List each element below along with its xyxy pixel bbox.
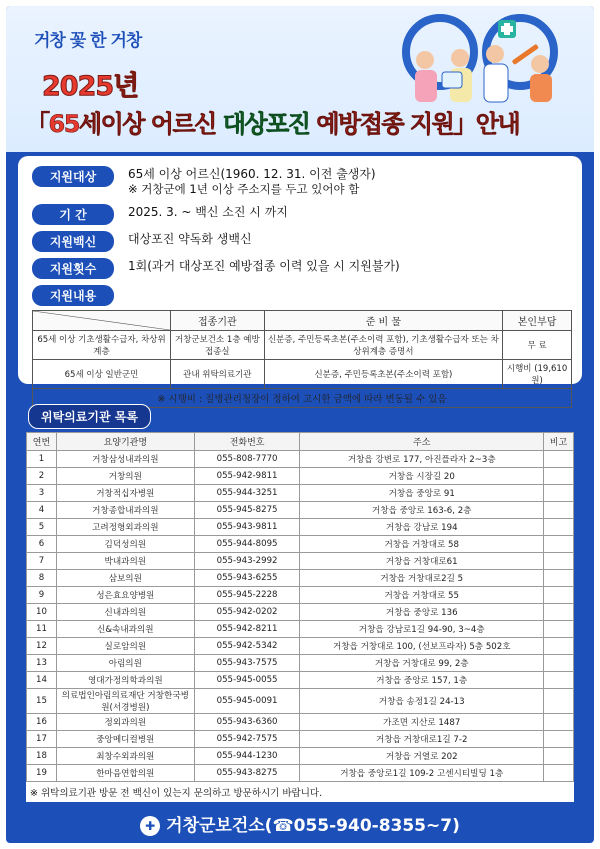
row-remarks (543, 570, 573, 587)
row-phone: 055-808-7770 (194, 451, 300, 468)
info-row-target (32, 166, 568, 198)
row-no: 5 (27, 519, 57, 536)
row-name: 고려정형외과의원 (56, 519, 194, 536)
col-header-phone: 전화번호 (194, 433, 300, 451)
row-no: 8 (27, 570, 57, 587)
row-no: 3 (27, 485, 57, 502)
coverage-col-header: 본인부담 (503, 310, 572, 330)
coverage-row (33, 359, 572, 388)
table-row (27, 451, 574, 468)
row-name: 한마음연합의원 (56, 765, 194, 782)
col-header-remarks: 비고 (543, 433, 573, 451)
row-phone: 055-944-1230 (194, 748, 300, 765)
table-row (27, 638, 574, 655)
row-address: 거창읍 거창대로1길 7-2 (300, 731, 544, 748)
row-phone: 055-945-2228 (194, 587, 300, 604)
table-row (27, 655, 574, 672)
row-address: 거창읍 중앙로 136 (300, 604, 544, 621)
row-phone: 055-944-8095 (194, 536, 300, 553)
info-label: 기 간 (32, 204, 114, 225)
row-remarks (543, 536, 573, 553)
row-remarks (543, 638, 573, 655)
info-value: 대상포진 약독화 생백신 (128, 231, 252, 246)
info-value: 1회(과거 대상포진 예방접종 이력 있을 시 지원불가) (128, 258, 400, 273)
table-row (27, 748, 574, 765)
coverage-org: 관내 위탁의료기관 (171, 359, 265, 388)
row-remarks (543, 451, 573, 468)
row-remarks (543, 485, 573, 502)
row-phone: 055-942-9811 (194, 468, 300, 485)
row-no: 7 (27, 553, 57, 570)
page-title: 「65세이상 어르신 대상포진 예방접종 지원」안내 (26, 110, 520, 138)
table-row (27, 502, 574, 519)
diagonal-header-cell (33, 310, 171, 330)
info-subnote: ※ 거창군에 1년 이상 주소지를 두고 있어야 함 (128, 182, 360, 197)
row-name: 거창삼성내과의원 (56, 451, 194, 468)
info-label: 지원내용 (32, 285, 114, 306)
row-address: 거창읍 중앙로 91 (300, 485, 544, 502)
header (6, 6, 594, 152)
info-row-vaccine (32, 231, 568, 252)
row-remarks (543, 502, 573, 519)
institutions-table (26, 432, 574, 782)
row-address: 거창읍 거창대로61 (300, 553, 544, 570)
row-name: 성은효요양병원 (56, 587, 194, 604)
row-no: 10 (27, 604, 57, 621)
coverage-cost: 시행비 (19,610원) (503, 359, 572, 388)
row-phone: 055-942-7575 (194, 731, 300, 748)
year-title: 2025년 (42, 71, 139, 102)
row-remarks (543, 587, 573, 604)
row-name: 거창적십자병원 (56, 485, 194, 502)
row-address: 거창읍 거창대로2길 5 (300, 570, 544, 587)
row-no: 16 (27, 714, 57, 731)
table-row (27, 570, 574, 587)
info-value: 2025. 3. ~ 백신 소진 시 까지 (128, 204, 288, 219)
table-row (27, 536, 574, 553)
row-phone: 055-943-2992 (194, 553, 300, 570)
info-label: 지원대상 (32, 166, 114, 187)
contact-text: 거창군보건소(☎055-940-8355~7) (166, 816, 460, 836)
coverage-note: ※ 시행비 : 질병관리청장이 정하여 고시한 금액에 따라 변동될 수 있음 (33, 388, 572, 407)
row-phone: 055-943-6255 (194, 570, 300, 587)
row-name: 의료법인아림의료재단 거창한국병원(서경병원) (56, 689, 194, 714)
row-phone: 055-943-8275 (194, 765, 300, 782)
row-address: 거창읍 강남로1길 94-90, 3~4층 (300, 621, 544, 638)
table-row (27, 485, 574, 502)
row-name: 중앙메디컬병원 (56, 731, 194, 748)
row-address: 거창읍 시장길 20 (300, 468, 544, 485)
row-address: 거창읍 중앙로 163-6, 2층 (300, 502, 544, 519)
row-name: 김덕성의원 (56, 536, 194, 553)
row-phone: 055-942-8211 (194, 621, 300, 638)
col-header-address: 주소 (300, 433, 544, 451)
row-no: 9 (27, 587, 57, 604)
table-row (27, 714, 574, 731)
table-row (27, 553, 574, 570)
institutions-header-row (27, 433, 574, 451)
row-name: 박내과의원 (56, 553, 194, 570)
row-name: 삼보의원 (56, 570, 194, 587)
row-phone: 055-945-0055 (194, 672, 300, 689)
institutions-section-title: 위탁의료기관 목록 (28, 404, 151, 429)
row-no: 14 (27, 672, 57, 689)
table-row (27, 621, 574, 638)
row-remarks (543, 468, 573, 485)
row-phone: 055-945-8275 (194, 502, 300, 519)
info-value: 65세 이상 어르신(1960. 12. 31. 이전 출생자) (128, 167, 376, 181)
medical-staff-illustration (370, 12, 580, 112)
row-name: 거창의원 (56, 468, 194, 485)
table-row (27, 604, 574, 621)
row-remarks (543, 714, 573, 731)
row-no: 1 (27, 451, 57, 468)
row-address: 거창읍 강남로 194 (300, 519, 544, 536)
institutions-panel (26, 432, 574, 802)
row-name: 영대가정의학과의원 (56, 672, 194, 689)
coverage-row (33, 330, 572, 359)
row-remarks (543, 731, 573, 748)
row-phone: 055-942-5342 (194, 638, 300, 655)
coverage-target: 65세 이상 기초생활수급자, 차상위 계층 (33, 330, 171, 359)
row-remarks (543, 765, 573, 782)
county-logo: 거창 꽃 한 거창 (34, 31, 142, 51)
row-no: 6 (27, 536, 57, 553)
row-no: 15 (27, 689, 57, 714)
table-row (27, 765, 574, 782)
table-row (27, 689, 574, 714)
table-row (27, 468, 574, 485)
table-row (27, 672, 574, 689)
row-phone: 055-945-0091 (194, 689, 300, 714)
row-name: 거창종합내과의원 (56, 502, 194, 519)
row-address: 거창읍 거창대로 55 (300, 587, 544, 604)
institutions-body (27, 451, 574, 782)
coverage-col-header: 준 비 물 (264, 310, 503, 330)
institutions-footnote: ※ 위탁의료기관 방문 전 백신이 있는지 문의하고 방문하시기 바랍니다. (26, 782, 574, 802)
row-address: 거창읍 거창대로 99, 2층 (300, 655, 544, 672)
col-header-no: 연번 (27, 433, 57, 451)
row-name: 신내과의원 (56, 604, 194, 621)
row-address: 거창읍 중앙로1길 109-2 고센시티빌딩 1층 (300, 765, 544, 782)
row-address: 가조면 지산로 1487 (300, 714, 544, 731)
coverage-col-header: 접종기관 (171, 310, 265, 330)
info-row-count (32, 258, 568, 279)
table-row (27, 587, 574, 604)
row-remarks (543, 553, 573, 570)
title-highlight: 대상포진 (222, 110, 310, 138)
row-no: 19 (27, 765, 57, 782)
table-row (27, 519, 574, 536)
row-phone: 055-944-3251 (194, 485, 300, 502)
info-row-period (32, 204, 568, 225)
row-no: 12 (27, 638, 57, 655)
row-name: 정외과의원 (56, 714, 194, 731)
row-address: 거창읍 중앙로 157, 1층 (300, 672, 544, 689)
support-info-card (18, 156, 582, 405)
row-no: 17 (27, 731, 57, 748)
row-phone: 055-943-7575 (194, 655, 300, 672)
coverage-table (32, 310, 572, 408)
row-name: 신&속내과의원 (56, 621, 194, 638)
contact-footer (6, 811, 594, 836)
table-row (27, 731, 574, 748)
row-remarks (543, 672, 573, 689)
col-header-name: 요양기관명 (56, 433, 194, 451)
coverage-target: 65세 이상 일반군민 (33, 359, 171, 388)
row-phone: 055-942-0202 (194, 604, 300, 621)
row-no: 18 (27, 748, 57, 765)
row-no: 11 (27, 621, 57, 638)
info-row-content (32, 285, 568, 306)
coverage-cost: 무 료 (503, 330, 572, 359)
row-no: 2 (27, 468, 57, 485)
row-remarks (543, 604, 573, 621)
row-phone: 055-943-6360 (194, 714, 300, 731)
poster-frame (6, 6, 594, 843)
info-label: 지원횟수 (32, 258, 114, 279)
row-address: 거창읍 송정1길 24-13 (300, 689, 544, 714)
coverage-header-row (33, 310, 572, 330)
row-remarks (543, 748, 573, 765)
row-address: 거창읍 거열로 202 (300, 748, 544, 765)
row-phone: 055-943-9811 (194, 519, 300, 536)
row-address: 거창읍 거창대로 100, (선보프라자) 5층 502호 (300, 638, 544, 655)
row-remarks (543, 655, 573, 672)
row-name: 최창수외과의원 (56, 748, 194, 765)
row-no: 13 (27, 655, 57, 672)
row-remarks (543, 519, 573, 536)
health-center-icon: ✚ (140, 816, 160, 836)
row-address: 거창읍 강변로 177, 아진플라자 2~3층 (300, 451, 544, 468)
row-no: 4 (27, 502, 57, 519)
coverage-docs: 신분증, 주민등록초본(주소이력 포함) (264, 359, 503, 388)
row-address: 거창읍 거창대로 58 (300, 536, 544, 553)
coverage-org: 거창군보건소 1층 예방접종실 (171, 330, 265, 359)
row-remarks (543, 621, 573, 638)
row-name: 실로암의원 (56, 638, 194, 655)
row-remarks (543, 689, 573, 714)
coverage-docs: 신분증, 주민등록초본(주소이력 포함), 기초생활수급자 또는 차상위계층 증명서 (264, 330, 503, 359)
info-label: 지원백신 (32, 231, 114, 252)
row-name: 아림의원 (56, 655, 194, 672)
